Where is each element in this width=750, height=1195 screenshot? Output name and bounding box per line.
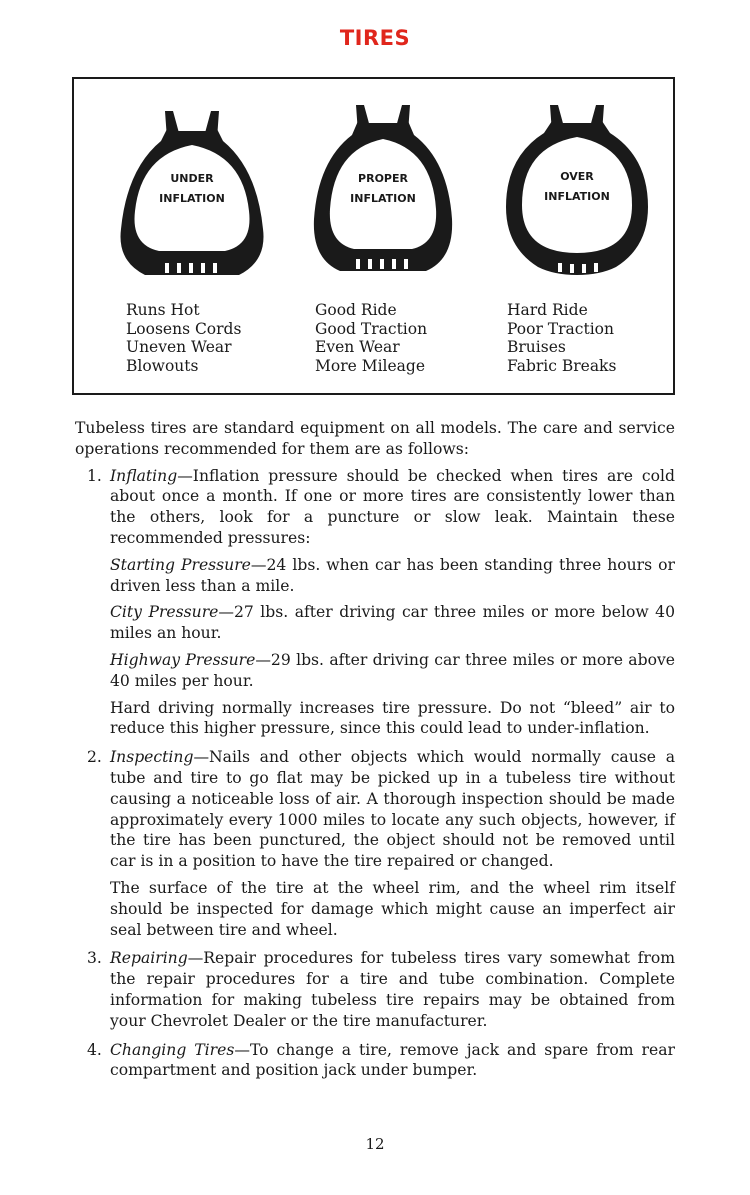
step-heading: Repairing: [110, 949, 188, 968]
list-item: Uneven Wear: [126, 338, 232, 356]
tire-label-under: UNDER INFLATION: [159, 172, 225, 205]
tire-label-proper: PROPER INFLATION: [350, 172, 416, 205]
step-inflating: [75, 466, 675, 740]
step-paragraph: Inflating—Inflation pressure should be checked when tires are cold about once a month. If one or more tires are consistently lower than the others, look for a puncture or slow leak. Maintain these recommended pressures:: [110, 466, 675, 547]
list-item: Even Wear: [315, 338, 400, 356]
list-item: Good Traction: [315, 319, 428, 338]
inflation-diagram: [72, 77, 675, 395]
body-text: [75, 418, 675, 1089]
list-item: Hard Ride: [507, 301, 588, 319]
list-item: Runs Hot: [126, 301, 200, 319]
step-inspecting: [75, 747, 675, 940]
step-paragraph: Changing Tires—To change a tire, remove jack and spare from rear compartment and position jack under bumper.: [110, 1040, 675, 1080]
step-number: 2.: [87, 748, 102, 767]
effects-list-proper: [315, 301, 427, 375]
pressure-starting: Starting Pressure—24 lbs. when car has been standing three hours or driven less than a mile.: [110, 555, 675, 595]
step-paragraph: Repairing—Repair procedures for tubeless tires vary somewhat from the repair procedures for a tire and tube combination. Complete information for making tubeless tire repairs may be obtained from your Chevrolet Dealer or the tire manufacturer.: [110, 949, 675, 1030]
step-heading: Inspecting: [110, 748, 194, 767]
page-number: 12: [365, 1135, 385, 1153]
list-item: Fabric Breaks: [507, 356, 617, 375]
step-paragraph: Inspecting—Nails and other objects which would normally cause a tube and tire to go flat may be picked up in a tubeless tire without causing a noticeable loss of air. A thorough inspection should be made approximately every 1000 miles to locate any such objects, however, if the tire has been punctured, the object should not be removed until car is in a position to have the tire repaired or changed.: [110, 748, 675, 871]
step-changing-tires: [75, 1040, 675, 1082]
list-item: Bruises: [507, 338, 566, 356]
pressure-highway: Highway Pressure—29 lbs. after driving car three miles or more above 40 miles per hour.: [110, 650, 676, 690]
steps-list: [75, 466, 675, 1082]
step-number: 1.: [87, 466, 102, 485]
step-heading: Inflating: [110, 466, 178, 485]
tire-proper-inflation: [298, 99, 468, 279]
effects-list-over: [507, 301, 616, 375]
intro-paragraph: Tubeless tires are standard equipment on all models. The care and service operations recommended for them are as follows:: [75, 419, 675, 458]
tire-under-inflation: [107, 99, 277, 279]
list-item: More Mileage: [315, 356, 426, 375]
effects-list-under: [126, 301, 241, 375]
list-item: Poor Traction: [507, 319, 614, 338]
tire-over-inflation: [492, 99, 662, 279]
list-item: Good Ride: [315, 301, 397, 319]
page-title: TIRES: [339, 26, 411, 50]
pressure-city: City Pressure—27 lbs. after driving car three miles or more below 40 miles an hour.: [110, 603, 676, 643]
step-number: 4.: [87, 1040, 102, 1059]
step-heading: Changing Tires: [110, 1040, 235, 1059]
list-item: Loosens Cords: [126, 319, 242, 338]
step-number: 3.: [87, 949, 102, 968]
list-item: Blowouts: [126, 356, 199, 375]
step-note: Hard driving normally increases tire pressure. Do not “bleed” air to reduce this higher pressure, since this could lead to under-inflation.: [110, 698, 675, 738]
tire-label-over: OVER INFLATION: [544, 170, 610, 203]
step-repairing: [75, 948, 675, 1031]
step-note: The surface of the tire at the wheel rim, and the wheel rim itself should be inspected for damage which might cause an imperfect air seal between tire and wheel.: [110, 878, 675, 939]
